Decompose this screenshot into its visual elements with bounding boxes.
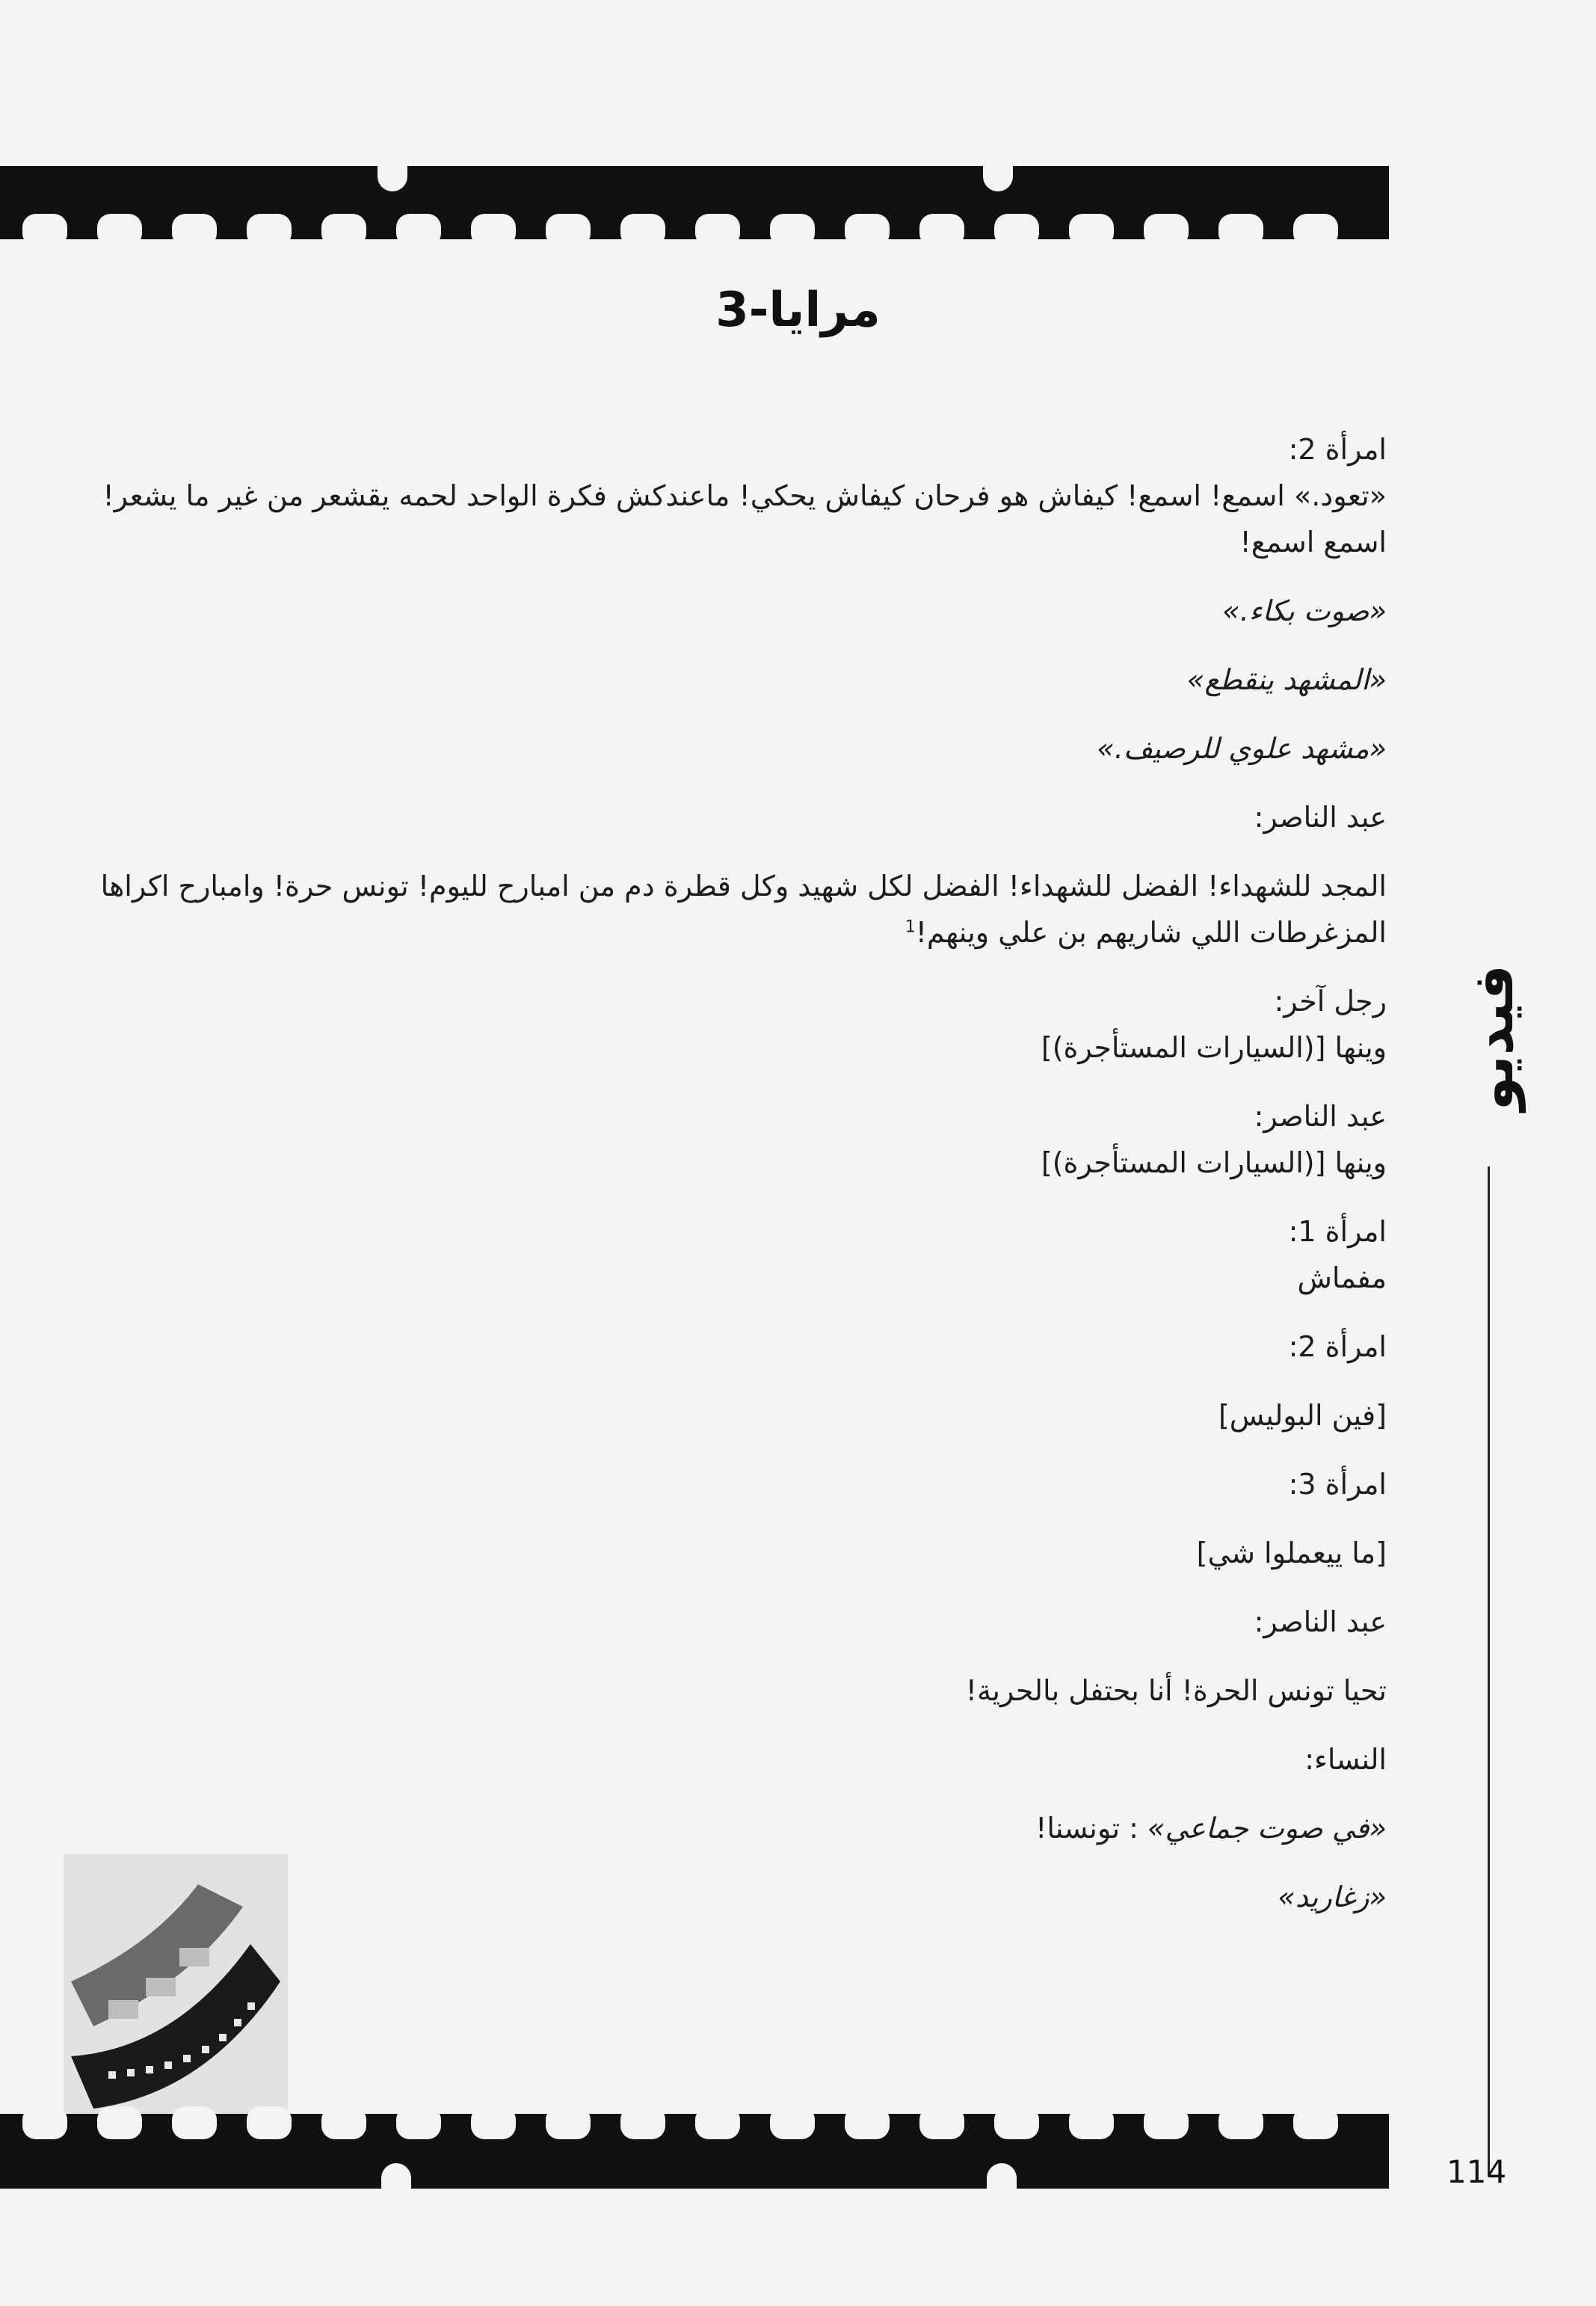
speaker-name: امرأة 2: bbox=[1288, 433, 1387, 466]
film-notch bbox=[378, 166, 407, 191]
stage-direction: «زغاريد» bbox=[1278, 1881, 1387, 1913]
dialogue-line: مفماش bbox=[1297, 1261, 1387, 1294]
stage-direction: «المشهد ينقطع» bbox=[1186, 663, 1387, 696]
film-perforation bbox=[695, 2106, 740, 2139]
film-perforation bbox=[396, 2106, 441, 2139]
film-perforation bbox=[1218, 214, 1263, 247]
film-perforation bbox=[471, 214, 516, 247]
stage-direction: «في صوت جماعي» bbox=[1147, 1812, 1387, 1845]
film-perforation bbox=[1144, 214, 1189, 247]
dialogue-line: المجد للشهداء! الفضل للشهداء! الفضل لكل شهيد وكل قطرة دم من امبارح لليوم! تونس حرة! وامبارح اكراها bbox=[100, 870, 1387, 903]
footnote-marker[interactable]: 1 bbox=[905, 917, 916, 937]
side-divider bbox=[1488, 1166, 1490, 2176]
film-perforation bbox=[1218, 2106, 1263, 2139]
speaker-name: النساء: bbox=[1304, 1743, 1387, 1776]
film-perforation bbox=[845, 214, 890, 247]
speaker-name: عبد الناصر: bbox=[1254, 1100, 1387, 1133]
film-perforation bbox=[620, 214, 665, 247]
dialogue-text: المزغرطات اللي شاريهم بن علي وينهم! bbox=[915, 916, 1387, 949]
film-perforation bbox=[695, 214, 740, 247]
film-perforation bbox=[97, 2106, 142, 2139]
film-notch bbox=[987, 2163, 1017, 2189]
film-perforation bbox=[994, 214, 1039, 247]
dialogue-line: [فين البوليس] bbox=[1218, 1399, 1387, 1432]
film-notch bbox=[381, 2163, 411, 2189]
film-notch bbox=[983, 166, 1013, 191]
film-perforation bbox=[546, 214, 591, 247]
film-perforation bbox=[994, 2106, 1039, 2139]
dialogue-line: اسمع اسمع! bbox=[1239, 526, 1387, 559]
dialogue-line bbox=[86, 1805, 1387, 1851]
page-title: مرايا-3 bbox=[715, 283, 881, 338]
dialogue-line: [ما ييعملوا شي] bbox=[1196, 1537, 1387, 1569]
film-perforation bbox=[396, 214, 441, 247]
film-perforation bbox=[97, 214, 142, 247]
dialogue-line: «تعود.» اسمع! اسمع! كيفاش هو فرحان كيفاش يحكي! ماعندكش فكرة الواحد لحمه يقشعر من غير ما يشعر! bbox=[102, 479, 1387, 512]
film-strip-bottom bbox=[0, 2114, 1389, 2189]
speaker-name: امرأة 1: bbox=[1288, 1215, 1387, 1248]
speaker-name: عبد الناصر: bbox=[1254, 801, 1387, 834]
dialogue-line: وينها [(السيارات المستأجرة)] bbox=[1041, 1031, 1387, 1064]
film-perforation bbox=[620, 2106, 665, 2139]
film-perforation bbox=[770, 2106, 815, 2139]
stage-direction: «مشهد علوي للرصيف.» bbox=[1097, 732, 1387, 765]
film-perforation bbox=[1293, 2106, 1338, 2139]
film-perforation bbox=[919, 2106, 964, 2139]
speaker-name: امرأة 2: bbox=[1288, 1330, 1387, 1363]
film-perforation bbox=[1144, 2106, 1189, 2139]
dialogue-line: تحيا تونس الحرة! أنا بحتفل بالحرية! bbox=[965, 1674, 1387, 1707]
film-perforation bbox=[321, 214, 366, 247]
film-perforation bbox=[172, 214, 217, 247]
stage-direction: «صوت بكاء.» bbox=[1222, 594, 1387, 627]
film-perforation bbox=[22, 2106, 67, 2139]
film-perforation bbox=[22, 214, 67, 247]
speaker-name: امرأة 3: bbox=[1288, 1468, 1387, 1501]
dialogue-line: وينها [(السيارات المستأجرة)] bbox=[1041, 1146, 1387, 1179]
page-number: 114 bbox=[1446, 2153, 1507, 2190]
film-perforation bbox=[172, 2106, 217, 2139]
speaker-name: عبد الناصر: bbox=[1254, 1605, 1387, 1638]
film-perforation bbox=[1069, 2106, 1114, 2139]
film-perforation bbox=[845, 2106, 890, 2139]
film-perforation bbox=[471, 2106, 516, 2139]
dialogue-line bbox=[86, 909, 1387, 956]
film-perforation bbox=[247, 2106, 292, 2139]
film-perforation bbox=[919, 214, 964, 247]
dialogue-text: : تونسنا! bbox=[1035, 1812, 1148, 1845]
film-perforation bbox=[546, 2106, 591, 2139]
film-perforation bbox=[1069, 214, 1114, 247]
film-perforation bbox=[1293, 214, 1338, 247]
film-perforation bbox=[321, 2106, 366, 2139]
speaker-name: رجل آخر: bbox=[1274, 985, 1387, 1018]
film-reel-icon bbox=[64, 1854, 288, 2116]
film-perforation bbox=[770, 214, 815, 247]
section-label: فيديو bbox=[1461, 965, 1526, 1111]
film-strip-top bbox=[0, 166, 1389, 239]
script-body bbox=[86, 426, 1387, 1920]
film-perforation bbox=[247, 214, 292, 247]
